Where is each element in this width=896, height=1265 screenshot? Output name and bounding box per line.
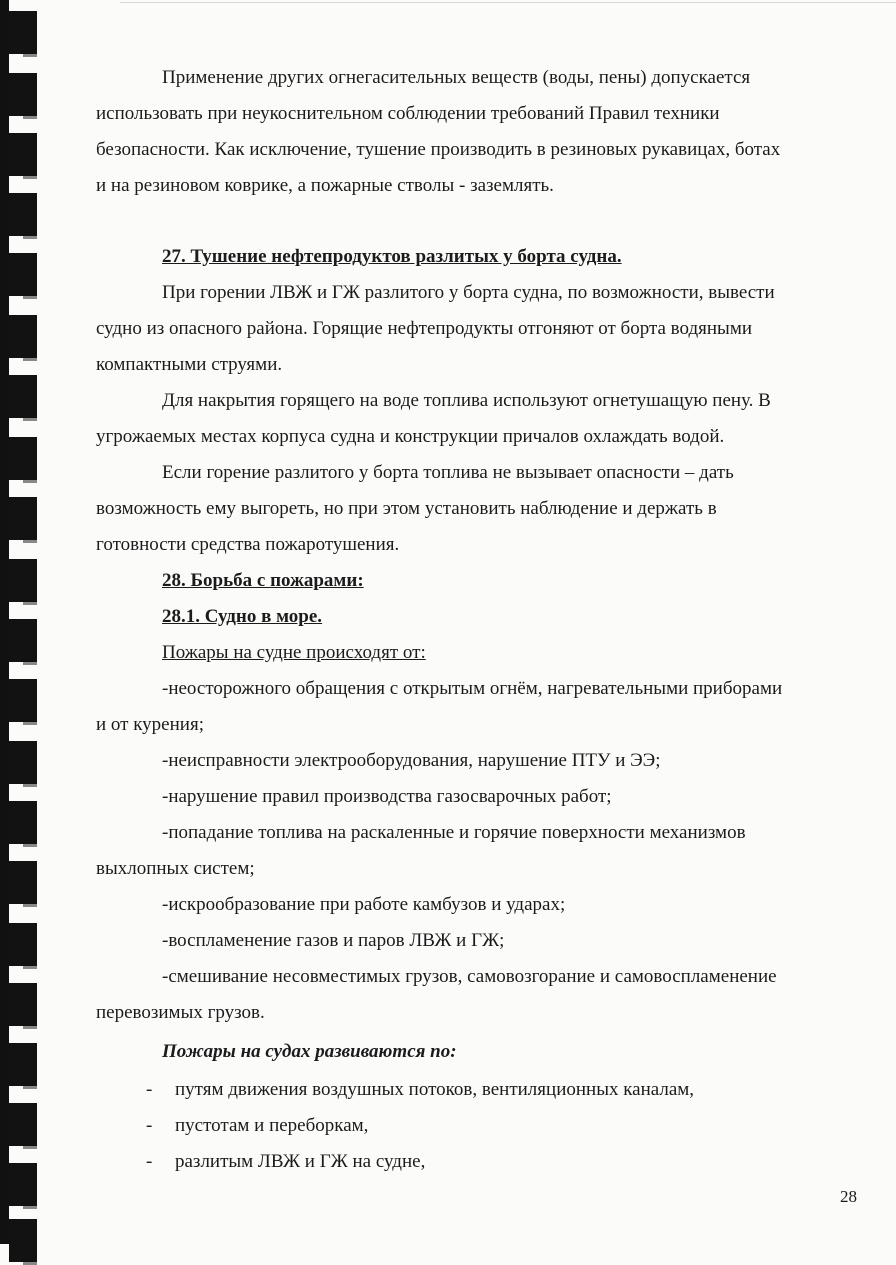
- causes-title: Пожары на судне происходят от:: [162, 642, 426, 663]
- binding-hole: [9, 980, 37, 1026]
- page-top-edge: [120, 2, 896, 3]
- binding-hole: [9, 8, 37, 54]
- paragraph-line: готовности средства пожаротушения.: [96, 534, 400, 555]
- binding-hole: [9, 190, 37, 236]
- paragraph-line: судно из опасного района. Горящие нефтепродукты отгоняют от борта водяными: [96, 318, 753, 339]
- spiral-binding: [0, 0, 40, 1244]
- paragraph-line: Если горение разлитого у борта топлива не вызывает опасности – дать: [162, 462, 734, 483]
- intro-line: Применение других огнегасительных веществ (воды, пены) допускается: [162, 67, 751, 88]
- binding-strip: [0, 0, 9, 1244]
- section-28-heading: 28. Борьба с пожарами:: [162, 570, 364, 591]
- paragraph-line: угрожаемых местах корпуса судна и конструкции причалов охлаждать водой.: [96, 426, 725, 447]
- binding-hole: [9, 798, 37, 844]
- spread-title: Пожары на судах развиваются по:: [162, 1041, 457, 1062]
- spread-item: путям движения воздушных потоков, вентиляционных каналам,: [175, 1079, 695, 1100]
- cause-line: -неосторожного обращения с открытым огнём, нагревательными приборами: [162, 678, 783, 699]
- paragraph-line: При горении ЛВЖ и ГЖ разлитого у борта судна, по возможности, вывести: [162, 282, 775, 303]
- cause-line: -нарушение правил производства газосварочных работ;: [162, 786, 612, 807]
- binding-hole: [9, 858, 37, 904]
- binding-hole: [9, 1100, 37, 1146]
- cause-line: -смешивание несовместимых грузов, самовозгорание и самовоспламенение: [162, 966, 777, 987]
- binding-hole: [9, 1216, 37, 1262]
- binding-hole: [9, 70, 37, 116]
- paragraph-line: Для накрытия горящего на воде топлива используют огнетушащую пену. В: [162, 390, 771, 411]
- section-27-heading: 27. Тушение нефтепродуктов разлитых у борта судна.: [162, 246, 622, 267]
- page-number: 28: [840, 1187, 857, 1206]
- spread-item: пустотам и переборкам,: [175, 1115, 369, 1136]
- binding-hole: [9, 616, 37, 662]
- intro-line: использовать при неукоснительном соблюдении требований Правил техники: [96, 103, 720, 124]
- binding-hole: [9, 556, 37, 602]
- cause-line: -воспламенение газов и паров ЛВЖ и ГЖ;: [162, 930, 505, 951]
- list-bullet: -: [146, 1079, 153, 1100]
- paragraph-line: возможность ему выгореть, но при этом установить наблюдение и держать в: [96, 498, 717, 519]
- binding-hole: [9, 312, 37, 358]
- binding-hole: [9, 130, 37, 176]
- cause-line: -попадание топлива на раскаленные и горячие поверхности механизмов: [162, 822, 746, 843]
- cause-line: выхлопных систем;: [96, 858, 255, 879]
- binding-hole: [9, 434, 37, 480]
- intro-line: и на резиновом коврике, а пожарные стволы - заземлять.: [96, 175, 554, 196]
- binding-hole: [9, 250, 37, 296]
- list-bullet: -: [146, 1115, 153, 1136]
- cause-line: и от курения;: [96, 714, 204, 735]
- cause-line: перевозимых грузов.: [96, 1002, 265, 1023]
- binding-hole: [9, 372, 37, 418]
- binding-hole: [9, 494, 37, 540]
- paragraph-line: компактными струями.: [96, 354, 283, 375]
- spread-item: разлитым ЛВЖ и ГЖ на судне,: [175, 1151, 426, 1172]
- list-bullet: -: [146, 1151, 153, 1172]
- binding-hole: [9, 738, 37, 784]
- intro-line: безопасности. Как исключение, тушение производить в резиновых рукавицах, ботах: [96, 139, 781, 160]
- cause-line: -искрообразование при работе камбузов и ударах;: [162, 894, 566, 915]
- binding-hole: [9, 920, 37, 966]
- binding-hole: [9, 1160, 37, 1206]
- binding-hole: [9, 676, 37, 722]
- binding-hole: [9, 1040, 37, 1086]
- section-28-1-heading: 28.1. Судно в море.: [162, 606, 323, 627]
- cause-line: -неисправности электрооборудования, нарушение ПТУ и ЭЭ;: [162, 750, 661, 771]
